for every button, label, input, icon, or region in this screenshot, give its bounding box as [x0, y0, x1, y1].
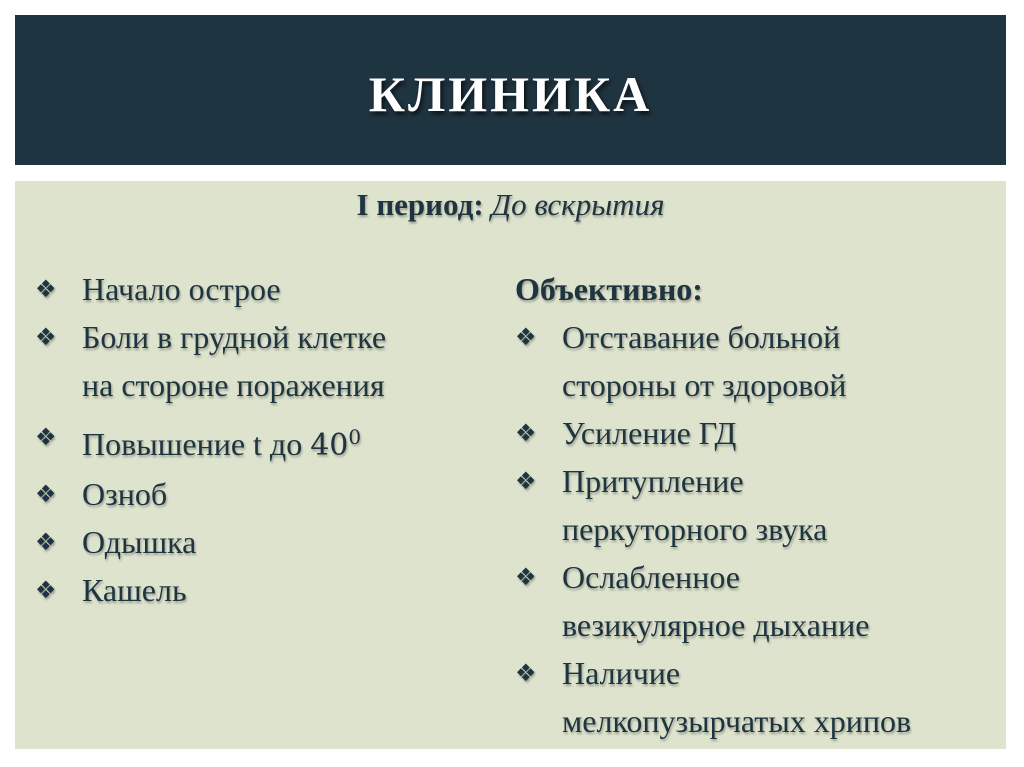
list-item — [515, 313, 911, 409]
item-text: Усиление ГД — [562, 415, 737, 451]
item-text: Озноб — [82, 476, 168, 512]
item-text: Притупление — [562, 463, 744, 499]
list-item — [515, 409, 911, 457]
diamond-bullet-icon: ❖ — [35, 275, 57, 303]
diamond-bullet-icon: ❖ — [35, 423, 57, 451]
list-item — [35, 413, 386, 470]
objective-heading: Объективно: — [515, 271, 703, 307]
slide-title: КЛИНИКА — [368, 66, 653, 122]
diamond-bullet-icon: ❖ — [35, 528, 57, 556]
list-item — [35, 470, 386, 518]
item-text: Повышение t до — [82, 426, 311, 462]
diamond-bullet-icon: ❖ — [35, 480, 57, 508]
item-text: Отставание больной — [562, 319, 841, 355]
item-text: везикулярное дыхание — [562, 607, 870, 643]
temperature-value — [310, 425, 362, 463]
item-text: стороны от здоровой — [562, 367, 847, 403]
diamond-bullet-icon: ❖ — [35, 576, 57, 604]
title-bar — [15, 15, 1006, 165]
period-subtitle — [15, 187, 1006, 223]
item-text: Боли в грудной клетке — [82, 319, 387, 355]
list-item — [515, 457, 911, 553]
item-text: Наличие — [562, 655, 681, 691]
item-text: мелкопузырчатых хрипов — [562, 703, 912, 739]
diamond-bullet-icon: ❖ — [515, 659, 537, 687]
item-text: Кашель — [82, 572, 187, 608]
period-label: I период: — [356, 187, 484, 222]
item-text: Начало острое — [82, 271, 281, 307]
period-name: До вскрытия — [491, 187, 665, 222]
list-item — [35, 518, 386, 566]
content-panel — [15, 181, 1006, 749]
diamond-bullet-icon: ❖ — [515, 323, 537, 351]
diamond-bullet-icon: ❖ — [515, 419, 537, 447]
list-item — [35, 265, 386, 313]
temperature-degree: 0 — [348, 425, 362, 449]
list-item — [515, 553, 911, 649]
list-item — [35, 566, 386, 614]
list-item — [515, 649, 911, 745]
objective-list — [515, 265, 911, 745]
symptoms-list — [35, 265, 386, 614]
item-text: на стороне поражения — [82, 367, 385, 403]
item-text: Одышка — [82, 524, 197, 560]
diamond-bullet-icon: ❖ — [515, 467, 537, 495]
list-item — [35, 313, 386, 409]
diamond-bullet-icon: ❖ — [515, 563, 537, 591]
diamond-bullet-icon: ❖ — [35, 323, 57, 351]
item-text: Ослабленное — [562, 559, 740, 595]
item-text: перкуторного звука — [562, 511, 828, 547]
temperature-number: 40 — [310, 428, 349, 463]
